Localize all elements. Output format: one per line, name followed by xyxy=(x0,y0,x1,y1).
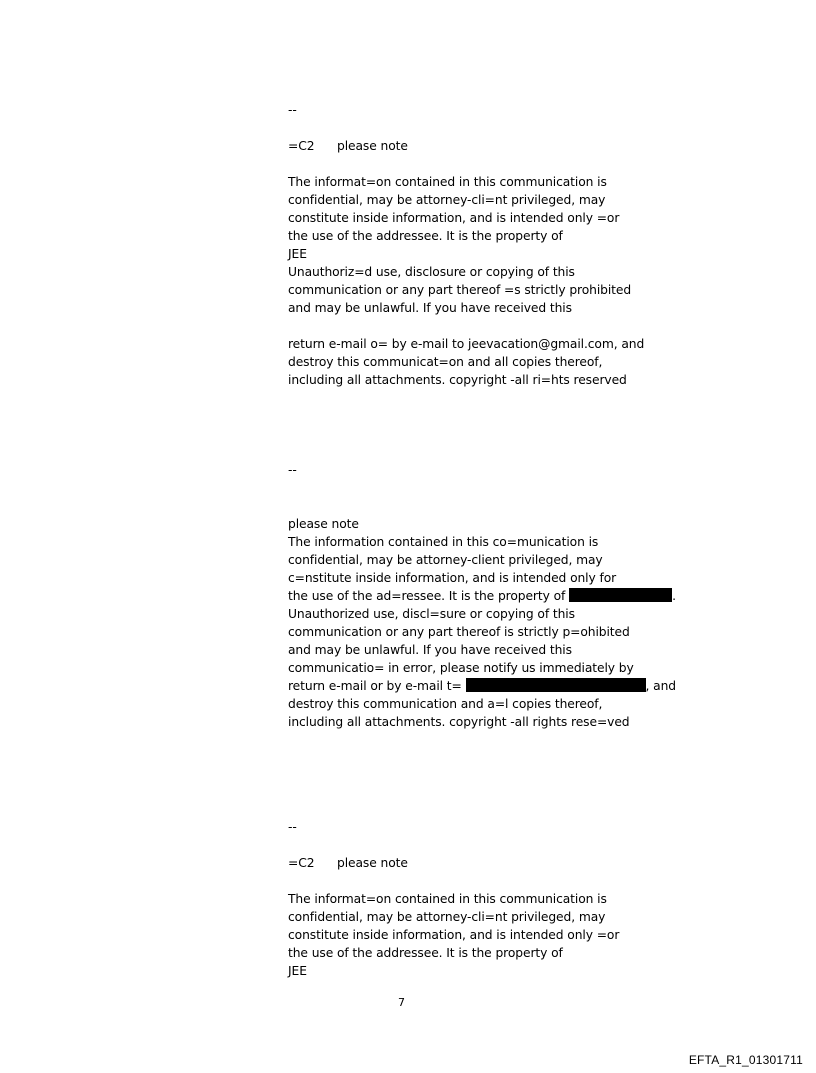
body-line: communicatio= in error, please notify us immediately by xyxy=(288,661,634,675)
body-line: The informat=on contained in this communication is xyxy=(288,175,607,189)
body-line: confidential, may be attorney-client privileged, may xyxy=(288,553,603,567)
separator-dashes: -- xyxy=(288,820,297,834)
note-label: please note xyxy=(337,856,408,870)
body-text: . xyxy=(672,589,676,603)
email-footer-section-2 xyxy=(288,461,688,731)
page-number: 7 xyxy=(398,996,405,1009)
separator-dashes: -- xyxy=(288,103,297,117)
body-line: including all attachments. copyright -all ri=hts reserved xyxy=(288,373,627,387)
body-line: JEE xyxy=(288,247,307,261)
body-line: constitute inside information, and is intended only =or xyxy=(288,211,620,225)
redaction-box xyxy=(569,588,672,602)
encoding-artifact: =C2 xyxy=(288,856,315,870)
email-footer-section-3 xyxy=(288,818,688,980)
body-line: constitute inside information, and is intended only =or xyxy=(288,928,620,942)
body-text: the use of the ad=ressee. It is the property of xyxy=(288,589,570,603)
body-line: including all attachments. copyright -all rights rese=ved xyxy=(288,715,630,729)
body-line: communication or any part thereof is strictly p=ohibited xyxy=(288,625,630,639)
document-id-footer: EFTA_R1_01301711 xyxy=(688,1053,803,1067)
note-heading xyxy=(288,137,688,155)
body-line: destroy this communicat=on and all copies thereof, xyxy=(288,355,603,369)
body-line: JEE xyxy=(288,964,307,978)
encoding-artifact: =C2 xyxy=(288,139,315,153)
body-line: The informat=on contained in this communication is xyxy=(288,892,607,906)
body-line: confidential, may be attorney-cli=nt privileged, may xyxy=(288,193,606,207)
body-line xyxy=(288,587,688,605)
body-line: The information contained in this co=munication is xyxy=(288,535,599,549)
email-footer-section-1 xyxy=(288,101,688,389)
body-line: confidential, may be attorney-cli=nt privileged, may xyxy=(288,910,606,924)
body-text: , and xyxy=(645,679,676,693)
separator-dashes: -- xyxy=(288,463,297,477)
note-label: please note xyxy=(337,139,408,153)
body-line: Unauthorized use, discl=sure or copying of this xyxy=(288,607,575,621)
redaction-box xyxy=(466,678,646,692)
body-line: Unauthoriz=d use, disclosure or copying of this xyxy=(288,265,575,279)
body-line: return e-mail o= by e-mail to jeevacation@gmail.com, and xyxy=(288,337,645,351)
body-line: the use of the addressee. It is the property of xyxy=(288,946,563,960)
note-heading xyxy=(288,854,688,872)
body-line: destroy this communication and a=l copies thereof, xyxy=(288,697,603,711)
body-line: the use of the addressee. It is the property of xyxy=(288,229,563,243)
body-line: communication or any part thereof =s strictly prohibited xyxy=(288,283,632,297)
body-line: c=nstitute inside information, and is intended only for xyxy=(288,571,617,585)
body-line: and may be unlawful. If you have received this xyxy=(288,643,572,657)
note-label: please note xyxy=(288,517,359,531)
body-text: return e-mail or by e-mail t= xyxy=(288,679,466,693)
body-line xyxy=(288,677,688,695)
body-line: and may be unlawful. If you have received this xyxy=(288,301,572,315)
